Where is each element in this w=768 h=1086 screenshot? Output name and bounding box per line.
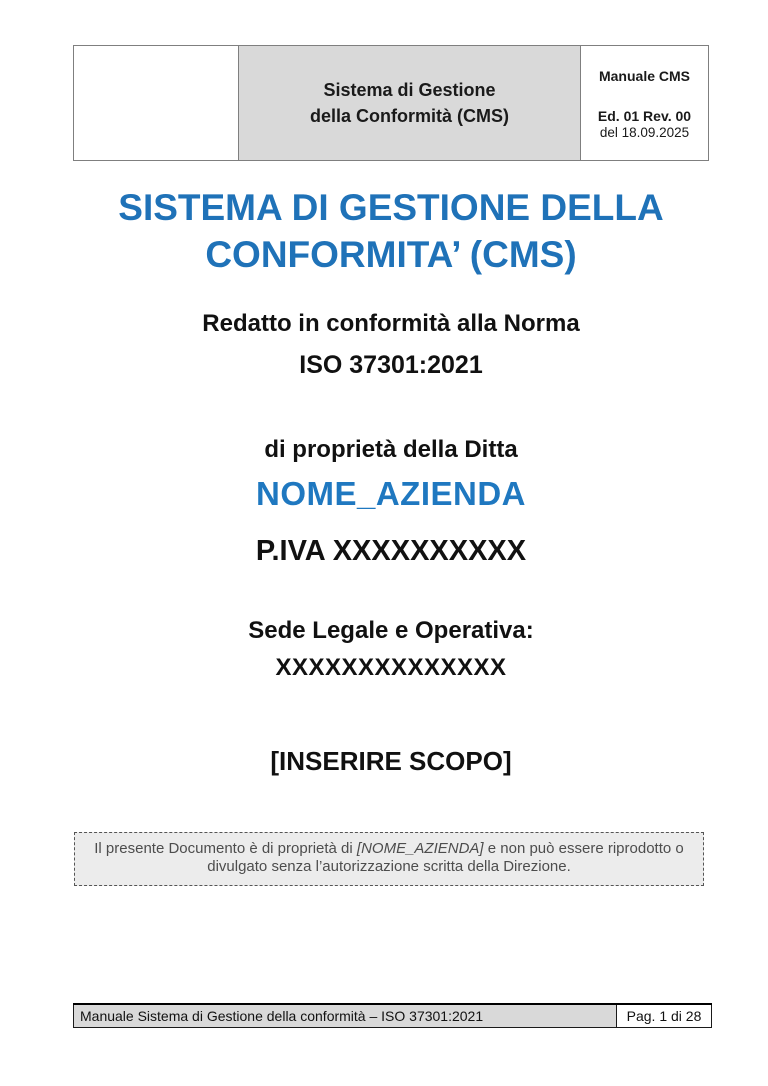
scope-placeholder: [INSERIRE SCOPO] <box>270 746 512 776</box>
registered-office-label: Sede Legale e Operativa: <box>248 617 534 644</box>
header-system-title-line1: Sistema di Gestione <box>323 80 496 100</box>
header-edition-date: del 18.09.2025 <box>599 125 690 140</box>
footer-page-indicator: Pag. 1 di 28 <box>617 1005 712 1028</box>
header-edition-revision: Ed. 01 Rev. 00 <box>597 108 692 124</box>
disclaimer-company-reference: [NOME_AZIENDA] <box>356 840 484 857</box>
footer-document-title: Manuale Sistema di Gestione della conformità – ISO 37301:2021 <box>73 1005 617 1028</box>
header-system-title-cell <box>239 46 581 160</box>
vat-number-placeholder: P.IVA XXXXXXXXXX <box>255 535 527 567</box>
disclaimer-text-after: e non può essere riprodotto o divulgato senza l’autorizzazione scritta della Direzione. <box>207 840 684 875</box>
header-manual-label: Manuale CMS <box>598 68 690 84</box>
disclaimer-text-before: Il presente Documento è di proprietà di <box>94 840 357 857</box>
header-edition-cell <box>581 46 708 160</box>
cover-main-title-line1: SISTEMA DI GESTIONE DELLA <box>118 187 664 228</box>
company-name-placeholder: NOME_AZIENDA <box>255 475 527 512</box>
ownership-label: di proprietà della Ditta <box>264 436 518 463</box>
header-system-title-line2: della Conformità (CMS) <box>309 106 509 126</box>
footer-table <box>73 1003 712 1028</box>
confidentiality-disclaimer-box <box>74 832 704 886</box>
cover-main-title-line2: CONFORMITA’ (CMS) <box>205 234 577 275</box>
norm-reference-line2: ISO 37301:2021 <box>299 351 483 379</box>
cover-main-title <box>73 184 709 278</box>
registered-office-value: XXXXXXXXXXXXXX <box>275 654 507 681</box>
logo-placeholder-cell <box>74 46 239 160</box>
norm-reference-line1: Redatto in conformità alla Norma <box>202 310 580 337</box>
header-table <box>73 45 709 161</box>
